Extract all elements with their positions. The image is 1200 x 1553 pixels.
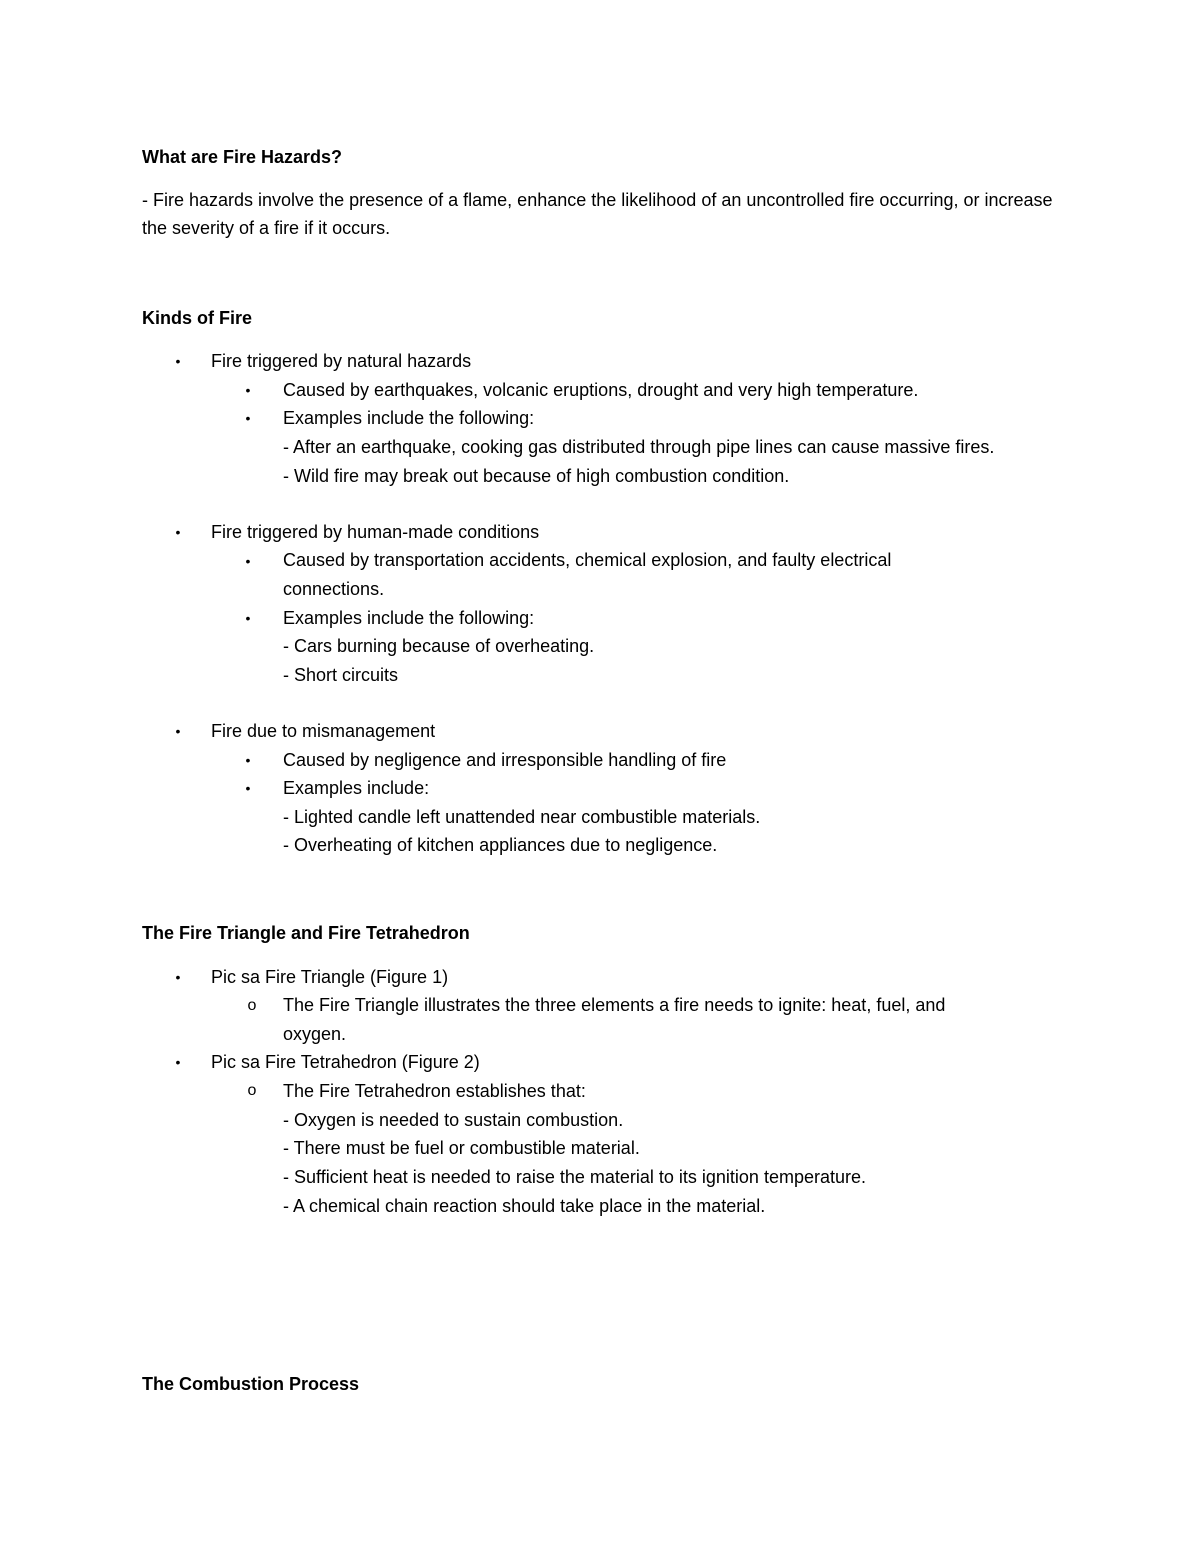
bullet-icon: • [175,969,181,985]
fire-triangle-item: Pic sa Fire Triangle (Figure 1) [211,967,449,987]
circle-bullet-icon: o [247,997,257,1014]
heading-fire-triangle: The Fire Triangle and Fire Tetrahedron [142,923,470,943]
bullet-icon: • [175,1054,181,1070]
kind-natural-hazards: Fire triggered by natural hazards [211,351,472,371]
human-made-example-1: - Cars burning because of overheating. [283,636,595,656]
heading-fire-hazards: What are Fire Hazards? [142,147,343,167]
heading-combustion-process: The Combustion Process [142,1374,360,1394]
bullet-icon: • [245,553,251,569]
tetrahedron-point-2: - There must be fuel or combustible material. [283,1138,640,1158]
human-made-cause: Caused by transportation accidents, chemical explosion, and faulty electrical connections. [283,550,892,599]
tetrahedron-point-1: - Oxygen is needed to sustain combustion. [283,1110,624,1130]
bullet-icon: • [245,610,251,626]
tetrahedron-point-3: - Sufficient heat is needed to raise the material to its ignition temperature. [283,1167,866,1187]
bullet-icon: • [175,353,181,369]
mismanagement-example-2: - Overheating of kitchen appliances due to negligence. [283,835,718,855]
kind-mismanagement: Fire due to mismanagement [211,721,436,741]
kind-human-made: Fire triggered by human-made conditions [211,522,540,542]
mismanagement-cause: Caused by negligence and irresponsible handling of fire [283,750,727,770]
fire-tetrahedron-description: The Fire Tetrahedron establishes that: [283,1081,586,1101]
bullet-icon: • [175,524,181,540]
bullet-icon: • [245,382,251,398]
natural-examples-label: Examples include the following: [283,408,535,428]
bullet-icon: • [245,410,251,426]
tetrahedron-point-4: - A chemical chain reaction should take place in the material. [283,1196,766,1216]
natural-example-1: - After an earthquake, cooking gas distributed through pipe lines can cause massive fires. [283,437,995,457]
natural-example-2: - Wild fire may break out because of high combustion condition. [283,466,790,486]
circle-bullet-icon: o [247,1082,257,1099]
heading-kinds-of-fire: Kinds of Fire [142,308,253,328]
fire-tetrahedron-item: Pic sa Fire Tetrahedron (Figure 2) [211,1052,480,1072]
human-made-example-2: - Short circuits [283,665,399,685]
bullet-icon: • [245,780,251,796]
mismanagement-examples-label: Examples include: [283,778,430,798]
fire-hazards-definition: - Fire hazards involve the presence of a flame, enhance the likelihood of an uncontrolled fire occurring, or increase the severity of a fire if it occurs. [142,190,1053,238]
bullet-icon: • [175,723,181,739]
bullet-icon: • [245,752,251,768]
fire-triangle-description: The Fire Triangle illustrates the three elements a fire needs to ignite: heat, fuel, and oxygen. [283,995,946,1044]
mismanagement-example-1: - Lighted candle left unattended near combustible materials. [283,807,761,827]
natural-cause: Caused by earthquakes, volcanic eruptions, drought and very high temperature. [283,380,919,400]
human-made-examples-label: Examples include the following: [283,608,535,628]
